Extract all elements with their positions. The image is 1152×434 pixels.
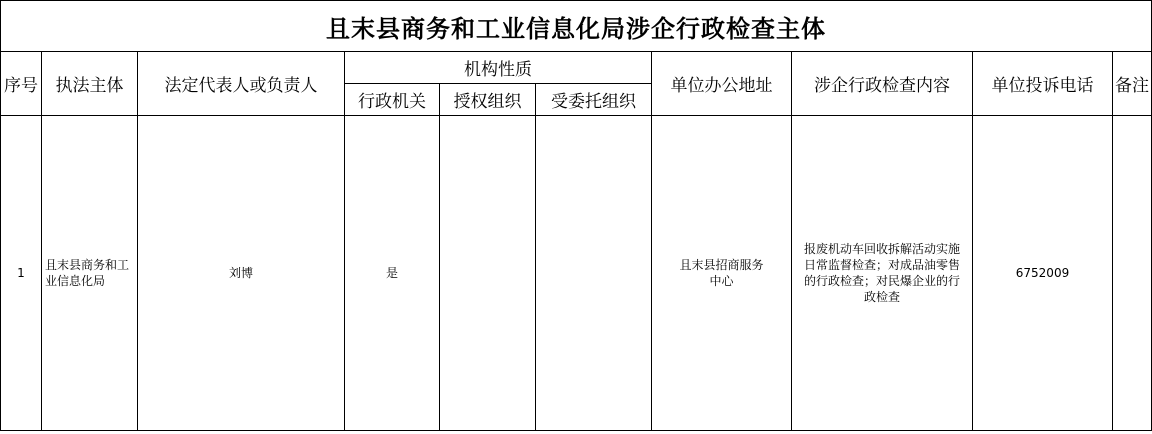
header-admin-org: 行政机关	[345, 84, 440, 116]
table-row	[1, 116, 1152, 431]
header-nature-group: 机构性质	[345, 52, 652, 84]
cell-entrusted-org	[536, 116, 652, 431]
header-representative: 法定代表人或负责人	[138, 52, 345, 116]
header-inspection-content: 涉企行政检查内容	[792, 52, 973, 116]
header-entrusted-org: 受委托组织	[536, 84, 652, 116]
cell-complaint-phone: 6752009	[973, 116, 1113, 431]
header-subject: 执法主体	[42, 52, 138, 116]
cell-admin-org: 是	[345, 116, 440, 431]
header-complaint-phone: 单位投诉电话	[973, 52, 1113, 116]
header-remarks: 备注	[1113, 52, 1152, 116]
cell-authorized-org	[440, 116, 536, 431]
table-title: 且末县商务和工业信息化局涉企行政检查主体	[1, 1, 1152, 52]
header-address: 单位办公地址	[652, 52, 792, 116]
cell-representative: 刘博	[138, 116, 345, 431]
header-authorized-org: 授权组织	[440, 84, 536, 116]
cell-inspection-content: 报废机动车回收拆解活动实施日常监督检查；对成品油零售的行政检查；对民爆企业的行政检查	[792, 116, 973, 431]
cell-address: 且末县招商服务中心	[652, 116, 792, 431]
cell-remarks	[1113, 116, 1152, 431]
cell-subject: 且末县商务和工业信息化局	[42, 116, 138, 431]
cell-seq: 1	[1, 116, 42, 431]
header-seq: 序号	[1, 52, 42, 116]
